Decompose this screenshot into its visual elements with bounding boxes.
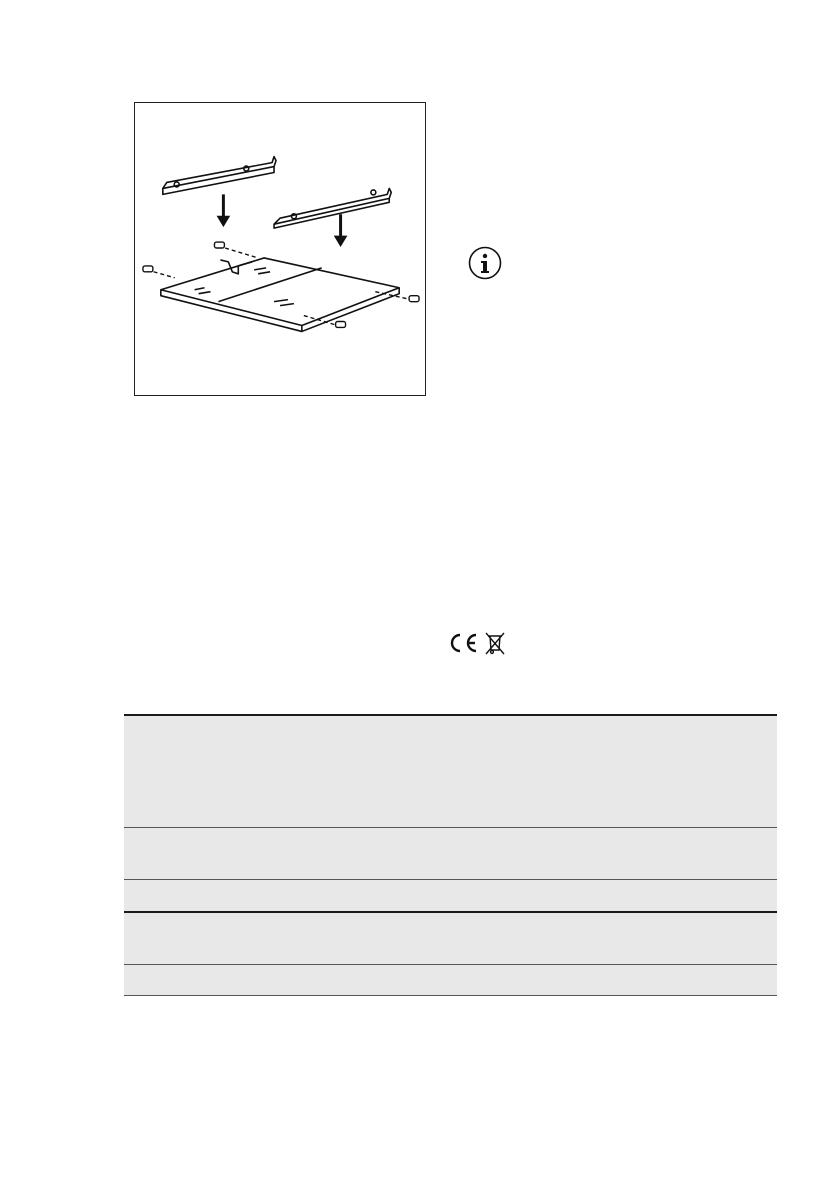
table-row [124,965,777,996]
table-cell-label [124,880,372,913]
screw-1 [143,266,153,272]
table-cell-value [372,965,777,996]
installation-illustration [134,102,426,396]
ce-mark-icon [452,635,476,651]
screw-4 [336,322,346,328]
table-cell-value [372,880,777,913]
info-icon [468,246,502,280]
certification-marks [446,630,508,656]
screw-3 [409,296,419,302]
table-cell-value [372,828,777,880]
table-row [124,880,777,913]
screw-2 [214,242,224,248]
table-cell-label [124,715,372,828]
base-tray [161,258,399,326]
table-row [124,912,777,965]
table-row [124,828,777,880]
left-bracket [163,157,276,195]
table-cell-label [124,828,372,880]
specification-table [124,714,777,996]
table-row [124,715,777,828]
table-cell-label [124,965,372,996]
table-cell-label [124,912,372,965]
table-cell-value [372,912,777,965]
crossed-out-wheelie-bin-icon [486,633,504,654]
bracket-mounting-drawing [135,103,425,395]
table-cell-value [372,715,777,828]
